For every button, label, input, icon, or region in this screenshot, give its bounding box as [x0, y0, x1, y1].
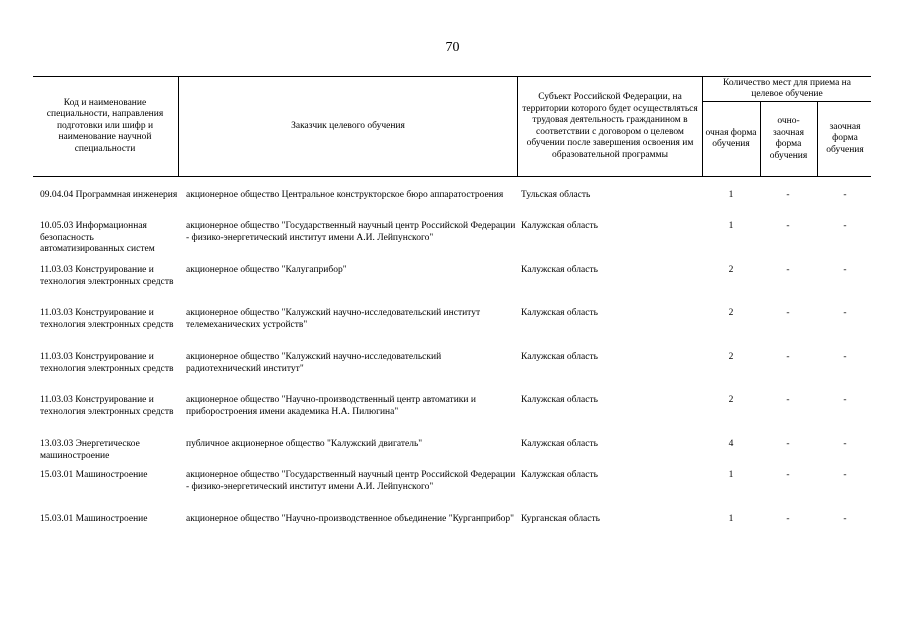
row-customer: акционерное общество "Калугаприбор" [186, 265, 347, 275]
header-divider [702, 76, 703, 176]
header-part-time: очно-заочная форма обучения [769, 116, 808, 161]
row-customer: акционерное общество "Калужский научно-исследовательский институт телемеханических устройств" [186, 308, 481, 330]
row-region: Калужская область [521, 395, 598, 405]
row-customer: публичное акционерное общество "Калужский двигатель" [186, 439, 423, 449]
row-region: Калужская область [521, 308, 598, 318]
row-code: 13.03.03 Энергетическое машиностроение [40, 439, 140, 461]
row-full-time: 4 [728, 439, 734, 449]
row-customer: акционерное общество "Государственный научный центр Российской Федерации - физико-энергетический институт имени А.И. Лейпунского" [186, 470, 516, 492]
row-part-time: - [786, 190, 790, 200]
row-code: 11.03.03 Конструирование и технология электронных средств [40, 265, 174, 287]
row-full-time: 1 [728, 221, 734, 231]
header-divider [760, 101, 761, 176]
header-code: Код и наименование специальности, направления подготовки или шифр и наименование научной специальности [46, 97, 164, 154]
row-full-time: 2 [728, 308, 734, 318]
row-correspondence: - [843, 395, 847, 405]
row-part-time: - [786, 470, 790, 480]
header-divider [817, 101, 818, 176]
row-code: 15.03.01 Машиностроение [40, 514, 148, 524]
row-full-time: 1 [728, 470, 734, 480]
row-correspondence: - [843, 439, 847, 449]
row-full-time: 2 [728, 265, 734, 275]
row-customer: акционерное общество Центральное конструкторское бюро аппаратостроения [186, 190, 504, 200]
header-divider [178, 76, 179, 176]
row-code: 09.04.04 Программная инженерия [40, 190, 178, 200]
row-customer: акционерное общество "Научно-производственное объединение "Курганприбор" [186, 514, 515, 524]
header-full-time: очная форма обучения [705, 127, 757, 149]
row-customer: акционерное общество "Научно-производственный центр автоматики и приборостроения имени академика Н.А. Пилюгина" [186, 395, 476, 417]
row-region: Калужская область [521, 470, 598, 480]
row-correspondence: - [843, 190, 847, 200]
row-region: Курганская область [521, 514, 600, 524]
row-code: 11.03.03 Конструирование и технология электронных средств [40, 395, 174, 417]
row-region: Калужская область [521, 265, 598, 275]
row-code: 11.03.03 Конструирование и технология электронных средств [40, 352, 174, 374]
row-correspondence: - [843, 470, 847, 480]
row-region: Калужская область [521, 352, 598, 362]
row-region: Калужская область [521, 221, 598, 231]
row-full-time: 1 [728, 190, 734, 200]
header-bottom-rule [33, 176, 871, 177]
row-correspondence: - [843, 308, 847, 318]
row-correspondence: - [843, 352, 847, 362]
row-code: 11.03.03 Конструирование и технология электронных средств [40, 308, 174, 330]
row-code: 15.03.01 Машиностроение [40, 470, 148, 480]
header-divider [517, 76, 518, 176]
row-region: Калужская область [521, 439, 598, 449]
row-customer: акционерное общество "Калужский научно-исследовательский радиотехнический институт" [186, 352, 442, 374]
header-places: Количество мест для приема на целевое обучение [723, 77, 851, 99]
row-part-time: - [786, 265, 790, 275]
row-customer: акционерное общество "Государственный научный центр Российской Федерации - физико-энергетический институт имени А.И. Лейпунского" [186, 221, 516, 243]
row-part-time: - [786, 439, 790, 449]
row-part-time: - [786, 352, 790, 362]
header-customer: Заказчик целевого обучения [291, 120, 405, 131]
row-part-time: - [786, 221, 790, 231]
page-number: 70 [445, 40, 460, 55]
row-full-time: 2 [728, 395, 734, 405]
row-correspondence: - [843, 265, 847, 275]
header-region: Субъект Российской Федерации, на территории которого будет осуществляться трудовая деятельность гражданином в соответствии с договором о целевом обучении после завершения освоения им образовательной программы [522, 92, 698, 160]
row-part-time: - [786, 514, 790, 524]
row-correspondence: - [843, 514, 847, 524]
row-full-time: 1 [728, 514, 734, 524]
row-part-time: - [786, 308, 790, 318]
header-correspondence: заочная форма обучения [826, 121, 864, 155]
row-code: 10.05.03 Информационная безопасность автоматизированных систем [40, 221, 155, 254]
row-full-time: 2 [728, 352, 734, 362]
row-region: Тульская область [521, 190, 591, 200]
row-part-time: - [786, 395, 790, 405]
row-correspondence: - [843, 221, 847, 231]
